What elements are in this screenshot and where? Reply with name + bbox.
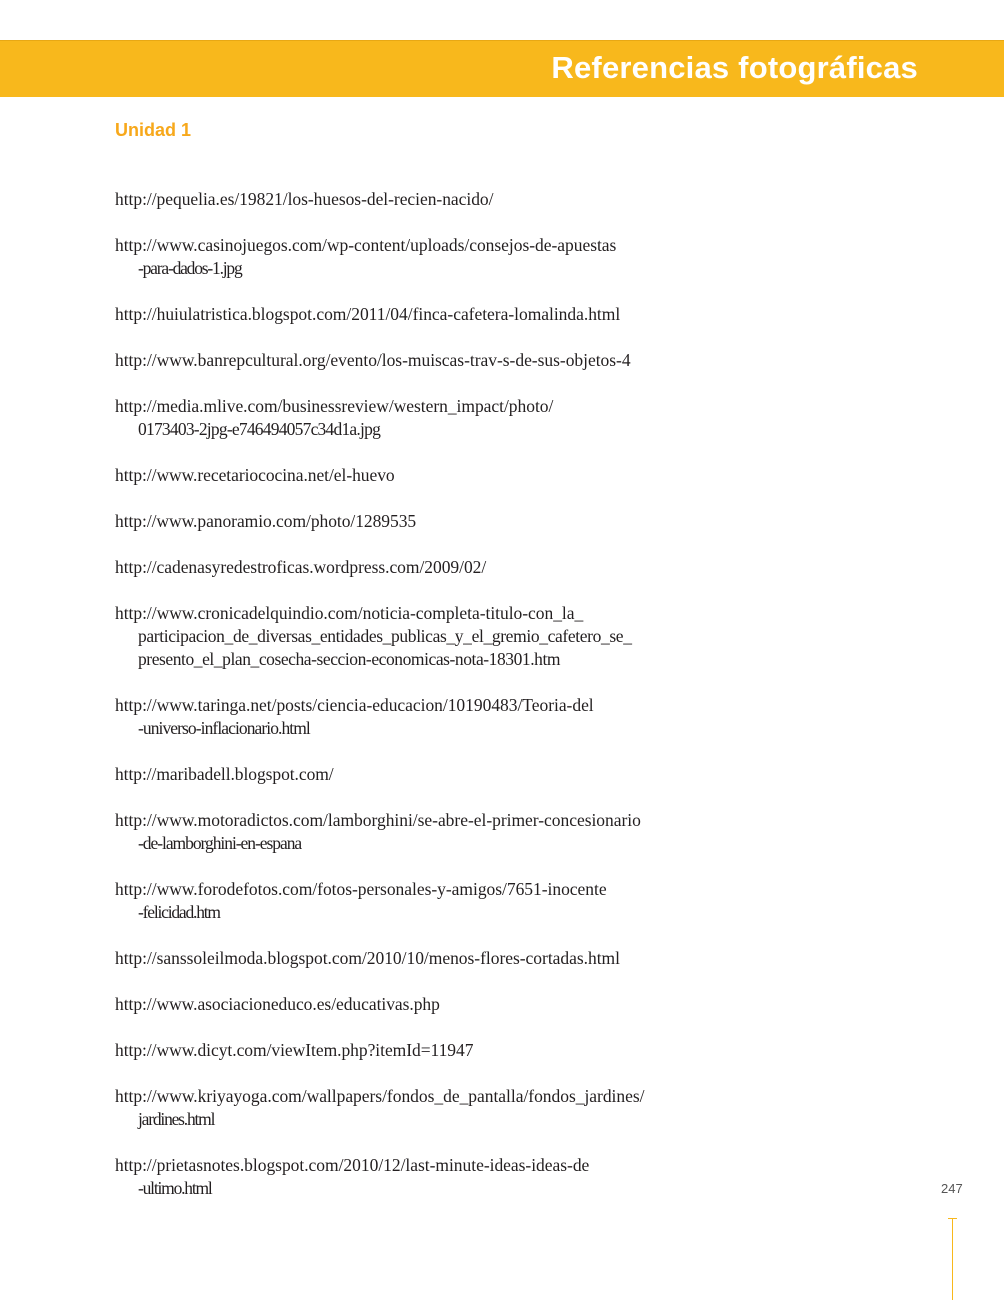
reference-item — [115, 303, 715, 326]
reference-item — [115, 234, 715, 280]
reference-item — [115, 1039, 715, 1062]
reference-item — [115, 464, 715, 487]
page-number: 247 — [941, 1181, 963, 1196]
reference-url-continuation: -felicidad.htm — [138, 902, 220, 922]
reference-url: http://cadenasyredestroficas.wordpress.com/2009/02/ — [115, 557, 487, 577]
reference-item — [115, 602, 715, 671]
reference-url-continuation: -universo-inflacionario.html — [138, 718, 310, 738]
reference-url: http://www.taringa.net/posts/ciencia-educacion/10190483/Teoria-del — [115, 695, 594, 715]
reference-url-continuation: jardines.html — [138, 1109, 215, 1129]
reference-url: http://www.panoramio.com/photo/1289535 — [115, 511, 417, 531]
reference-url: http://www.recetariococina.net/el-huevo — [115, 465, 395, 485]
reference-item — [115, 349, 715, 372]
header-banner — [0, 40, 1004, 97]
section-title: Unidad 1 — [115, 120, 192, 140]
reference-url: http://www.asociacioneduco.es/educativas.php — [115, 994, 440, 1014]
reference-item — [115, 1085, 715, 1131]
reference-url: http://www.cronicadelquindio.com/noticia-completa-titulo-con_la_ — [115, 603, 584, 623]
page-title: Referencias fotográficas — [551, 50, 918, 85]
reference-url: http://www.casinojuegos.com/wp-content/uploads/consejos-de-apuestas — [115, 235, 617, 255]
reference-item — [115, 556, 715, 579]
reference-url: http://sanssoleilmoda.blogspot.com/2010/10/menos-flores-cortadas.html — [115, 948, 620, 968]
reference-url: http://www.banrepcultural.org/evento/los-muiscas-trav-s-de-sus-objetos-4 — [115, 350, 631, 370]
reference-url-continuation: -de-lamborghini-en-espana — [138, 833, 302, 853]
reference-item — [115, 763, 715, 786]
reference-item — [115, 510, 715, 533]
reference-url: http://www.dicyt.com/viewItem.php?itemId=11947 — [115, 1040, 474, 1060]
reference-url-continuation: -para-dados-1.jpg — [138, 258, 242, 278]
reference-url-continuation: participacion_de_diversas_entidades_publicas_y_el_gremio_cafetero_se_ — [138, 626, 632, 646]
reference-url: http://prietasnotes.blogspot.com/2010/12/last-minute-ideas-ideas-de — [115, 1155, 590, 1175]
reference-item — [115, 694, 715, 740]
reference-url: http://pequelia.es/19821/los-huesos-del-recien-nacido/ — [115, 189, 494, 209]
reference-url: http://www.forodefotos.com/fotos-personales-y-amigos/7651-inocente — [115, 879, 607, 899]
reference-item — [115, 395, 715, 441]
reference-url: http://www.kriyayoga.com/wallpapers/fondos_de_pantalla/fondos_jardines/ — [115, 1086, 645, 1106]
reference-item — [115, 947, 715, 970]
reference-url: http://maribadell.blogspot.com/ — [115, 764, 334, 784]
reference-item — [115, 809, 715, 855]
reference-item — [115, 188, 715, 211]
reference-url: http://www.motoradictos.com/lamborghini/se-abre-el-primer-concesionario — [115, 810, 641, 830]
reference-url-continuation: 0173403-2jpg-e746494057c34d1a.jpg — [138, 419, 381, 439]
page-rule — [952, 1219, 953, 1300]
reference-list — [115, 188, 715, 1223]
reference-item — [115, 993, 715, 1016]
reference-item — [115, 878, 715, 924]
reference-url-continuation: -ultimo.html — [138, 1178, 212, 1198]
reference-item — [115, 1154, 715, 1200]
reference-url-continuation: presento_el_plan_cosecha-seccion-economicas-nota-18301.htm — [138, 649, 561, 669]
reference-url: http://media.mlive.com/businessreview/western_impact/photo/ — [115, 396, 554, 416]
reference-url: http://huiulatristica.blogspot.com/2011/04/finca-cafetera-lomalinda.html — [115, 304, 621, 324]
